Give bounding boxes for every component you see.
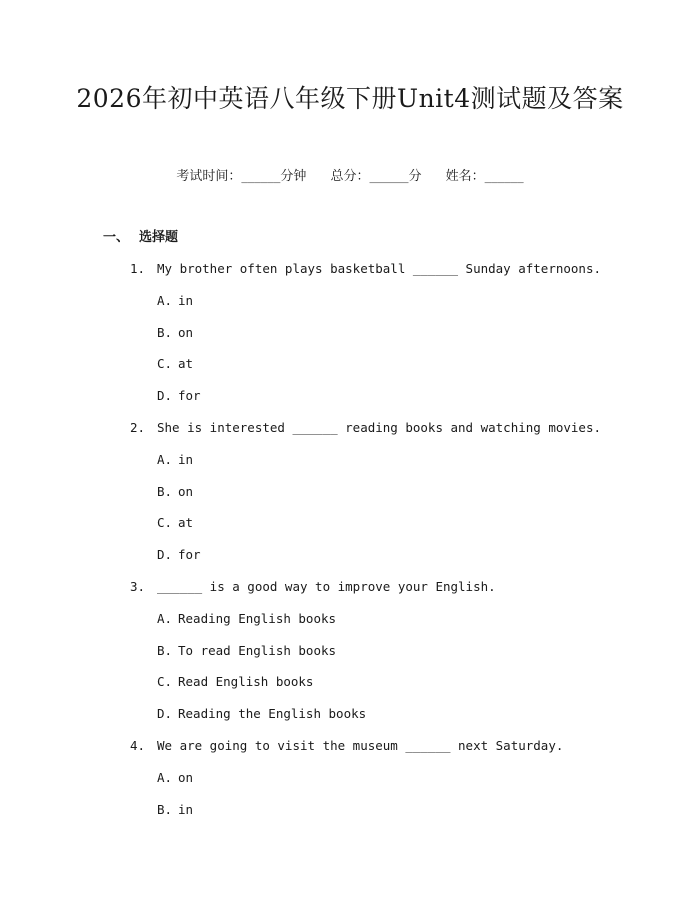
student-name-field xyxy=(446,168,524,186)
option-text: Reading English books xyxy=(178,610,337,626)
option-text: in xyxy=(178,292,194,308)
question-number: 2. xyxy=(130,419,146,435)
total-score-blank: ______ xyxy=(369,169,409,184)
answer-option xyxy=(0,355,700,387)
answer-option xyxy=(0,546,700,578)
exam-time-blank: ______ xyxy=(241,169,281,184)
option-text: in xyxy=(178,451,194,467)
section-title: 选择题 xyxy=(139,230,179,245)
section-heading xyxy=(103,229,178,247)
question-stem xyxy=(0,419,700,451)
option-text: for xyxy=(178,547,201,563)
question-text: ______ is a good way to improve your English. xyxy=(157,578,496,594)
option-letter: D. xyxy=(157,706,173,722)
question-stem xyxy=(0,578,700,610)
section-number: 一、 xyxy=(103,230,130,245)
question-list xyxy=(0,260,700,832)
option-letter: B. xyxy=(157,642,173,658)
question-number: 1. xyxy=(130,261,146,276)
option-letter: A. xyxy=(157,769,173,785)
option-letter: C. xyxy=(157,515,173,531)
question-text: She is interested ______ reading books and watching movies. xyxy=(157,419,602,435)
answer-option xyxy=(0,610,700,642)
option-letter: A. xyxy=(157,451,173,467)
answer-option xyxy=(0,769,700,801)
option-letter: A. xyxy=(157,610,173,626)
option-letter: B. xyxy=(157,801,173,817)
answer-option xyxy=(0,483,700,515)
option-text: Read English books xyxy=(178,674,314,690)
option-letter: C. xyxy=(157,356,173,372)
option-text: on xyxy=(178,483,194,499)
option-letter: B. xyxy=(157,483,173,499)
total-score-label: 总分： xyxy=(330,169,370,184)
answer-option xyxy=(0,705,700,737)
answer-option xyxy=(0,324,700,356)
option-text: Reading the English books xyxy=(178,706,367,722)
question-number: 3. xyxy=(130,578,146,594)
option-letter: C. xyxy=(157,674,173,690)
page-title: 2026年初中英语八年级下册Unit4测试题及答案 xyxy=(76,84,624,113)
answer-option xyxy=(0,642,700,674)
option-letter: D. xyxy=(157,388,173,404)
option-text: on xyxy=(178,769,194,785)
total-score-field xyxy=(330,168,421,186)
option-letter: D. xyxy=(157,547,173,563)
option-text: To read English books xyxy=(178,642,337,658)
option-text: for xyxy=(178,388,201,404)
exam-time-label: 考试时间： xyxy=(176,169,242,184)
exam-time-unit: 分钟 xyxy=(280,169,307,184)
option-text: at xyxy=(178,356,194,372)
option-text: at xyxy=(178,515,194,531)
exam-info-line xyxy=(0,168,700,186)
option-letter: B. xyxy=(157,324,173,340)
total-score-unit: 分 xyxy=(408,169,422,184)
question-number: 4. xyxy=(130,737,146,753)
answer-option xyxy=(0,673,700,705)
answer-option xyxy=(0,514,700,546)
answer-option xyxy=(0,292,700,324)
question-text: We are going to visit the museum ______ next Saturday. xyxy=(157,737,564,753)
exam-time-field xyxy=(176,168,306,186)
answer-option xyxy=(0,387,700,419)
answer-option xyxy=(0,801,700,833)
question-text: My brother often plays basketball ______ Sunday afternoons. xyxy=(157,261,602,276)
answer-option xyxy=(0,451,700,483)
option-text: in xyxy=(178,801,194,817)
option-letter: A. xyxy=(157,292,173,308)
student-name-blank: ______ xyxy=(484,169,524,184)
student-name-label: 姓名： xyxy=(445,169,485,184)
option-text: on xyxy=(178,324,194,340)
question-stem xyxy=(0,737,700,769)
question-stem xyxy=(0,260,700,292)
